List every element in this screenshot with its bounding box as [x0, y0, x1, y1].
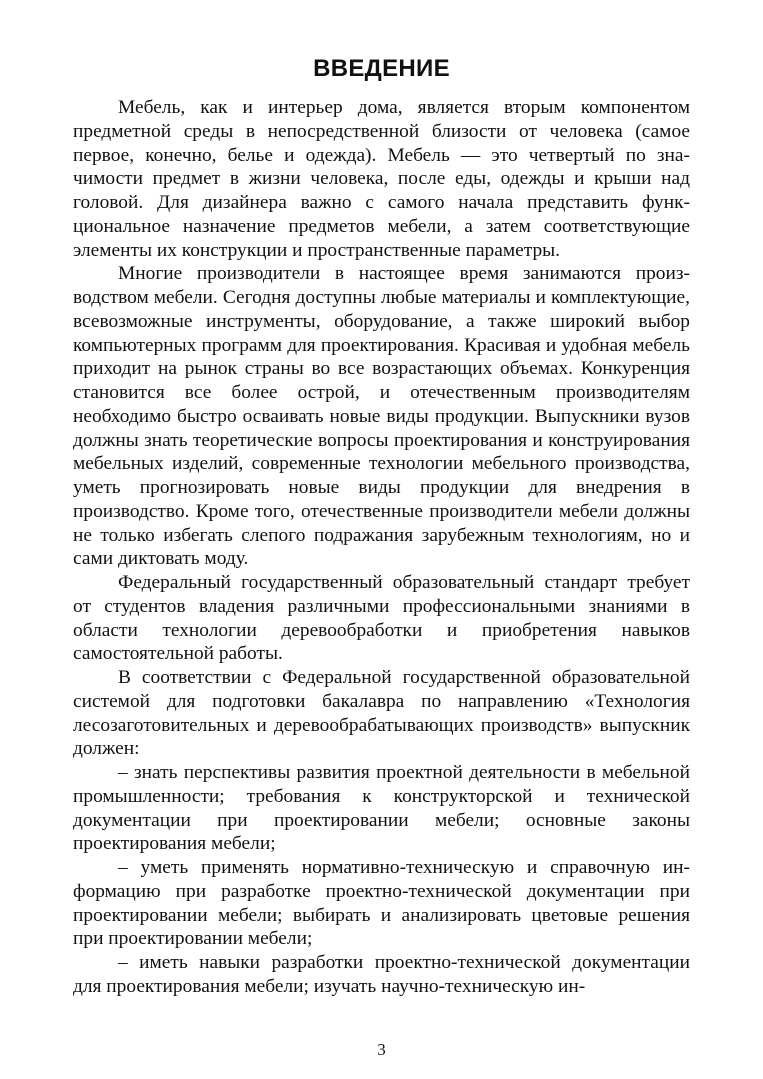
page-number: 3 — [377, 1040, 386, 1059]
body-text — [73, 96, 690, 999]
paragraph-requirements: В соответствии с Федеральной государственной образовательной системой для подготовки бакалавра по направлению «Технология лесозаготовительных и деревообрабатывающих производств» выпускник должен: — [73, 667, 690, 760]
list-item-be-able: – уметь применять нормативно-техническую и справочную информацию при разработке проектно-технической документации при проектировании мебели; выбирать и анализировать цветовые решения при проектировании мебели; — [73, 857, 690, 950]
list-item-know: – знать перспективы развития проектной деятельности в мебельной промышленности; требования к конструкторской и технической документации при проектировании мебели; основные законы проектирования мебели; — [73, 762, 690, 855]
paragraph-manufacturers: Многие производители в настоящее время занимаются производством мебели. Сегодня доступны любые материалы и комплектующие, всевозможные инструменты, оборудование, а также широкий выбор компьютерных программ для проектирования. Красивая и удобная мебель приходит на рынок страны во все возрастающих объемах. Конкуренция становится все более острой, и отечественным производителям необходимо быстро осваивать новые виды продукции. Выпускники вузов должны знать теоретические вопросы проектирования и конструирования мебельных изделий, современные технологии мебельного производства, уметь прогнозировать новые виды продукции для внедрения в производство. Кроме того, отечественные производители мебели должны не только избегать слепого подражания зарубежным технологиям, но и сами диктовать моду. — [73, 263, 690, 570]
page-title: ВВЕДЕНИЕ — [313, 55, 450, 82]
paragraph-standard: Федеральный государственный образовательный стандарт требует от студентов владения различными профессиональными знаниями в области технологии деревообработки и приобретения навыков самостоятельной работы. — [73, 572, 690, 665]
list-item-have-skills: – иметь навыки разработки проектно-технической документации для проектирования мебели; изучать научно-техническую ин- — [73, 952, 690, 997]
paragraph-intro: Мебель, как и интерьер дома, является вторым компонентом предметной среды в непосредственной близости от человека (самое первое, конечно, белье и одежда). Мебель — это четвертый по значимости предмет в жизни человека, после еды, одежды и крыши над головой. Для дизайнера важно с самого начала представить функциональное назначение предметов мебели, а затем соответствующие элементы их конструкции и пространственные параметры. — [73, 97, 690, 261]
